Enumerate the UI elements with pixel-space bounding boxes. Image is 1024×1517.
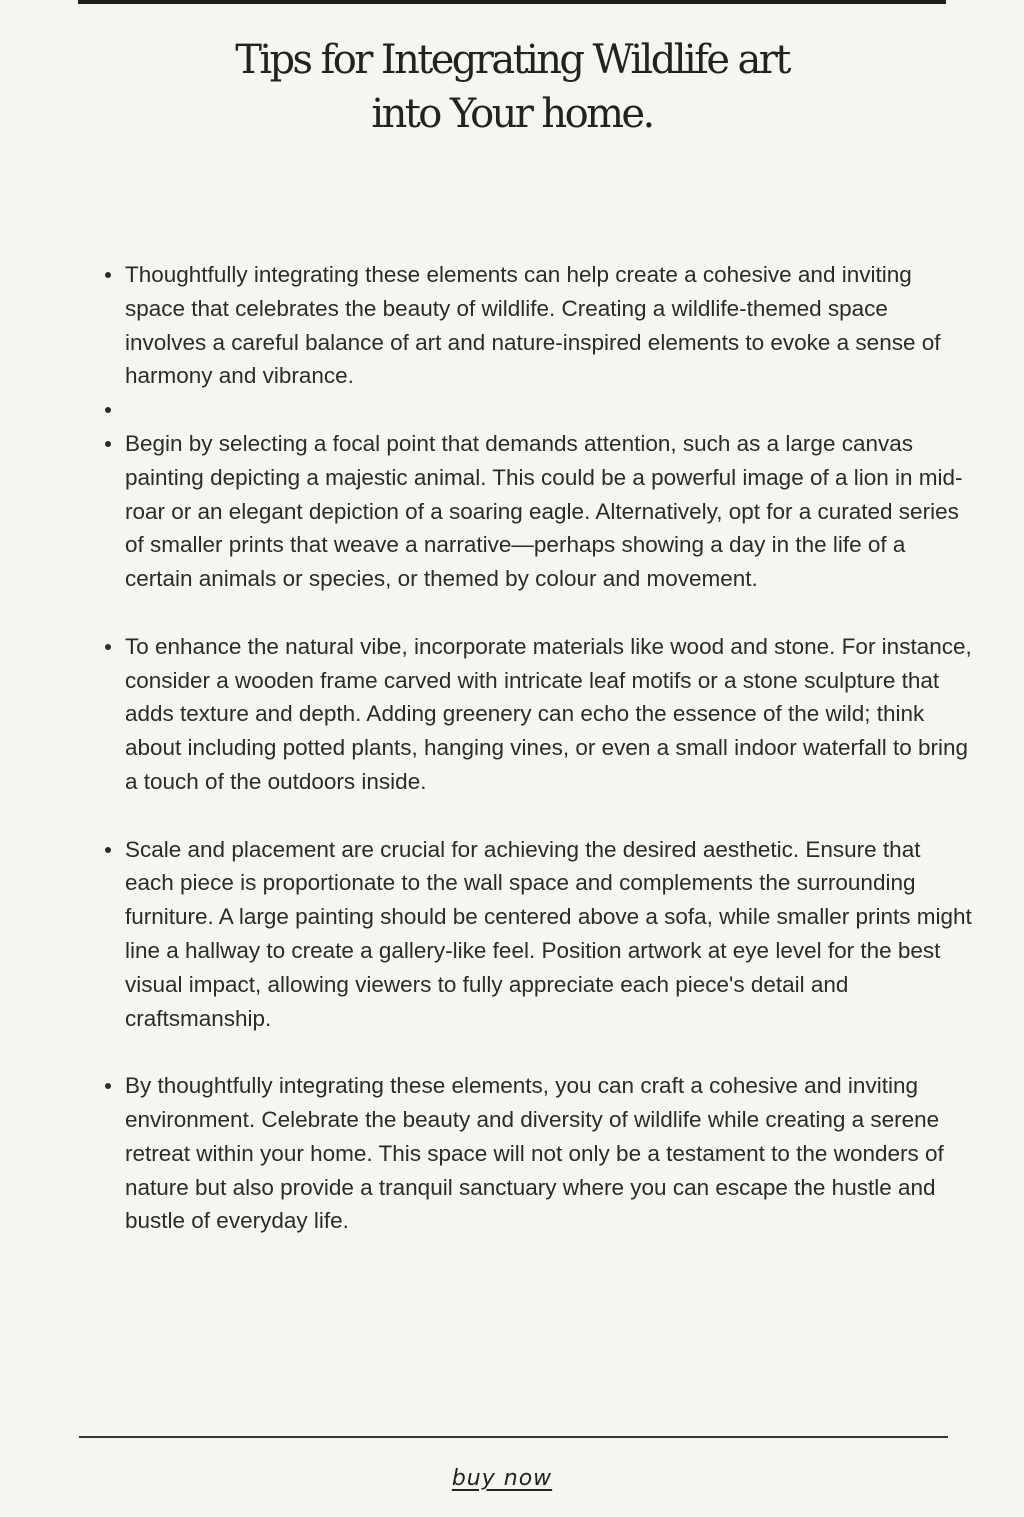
list-item: By thoughtfully integrating these elements, you can craft a cohesive and inviting environment. Celebrate the beauty and diversity of wildlife while creating a serene retreat within your home. This space will not only be a testament to the wonders of nature but also provide a tranquil sanctuary where you can escape the hustle and bustle of everyday life. (125, 1069, 975, 1238)
tips-list (125, 258, 975, 1238)
list-item: Begin by selecting a focal point that demands attention, such as a large canvas painting depicting a majestic animal. This could be a powerful image of a lion in mid-roar or an elegant depiction of a soaring eagle. Alternatively, opt for a curated series of smaller prints that weave a narrative—perhaps showing a day in the life of a certain animals or species, or themed by colour and movement. (125, 427, 975, 596)
page-title-line-1: Tips for Integrating Wildlife art (235, 37, 789, 83)
page-title (162, 33, 862, 141)
list-item-empty (125, 393, 975, 427)
list-item: Scale and placement are crucial for achieving the desired aesthetic. Ensure that each piece is proportionate to the wall space and complements the surrounding furniture. A large painting should be centered above a sofa, while smaller prints might line a hallway to create a gallery-like feel. Position artwork at eye level for the best visual impact, allowing viewers to fully appreciate each piece's detail and craftsmanship. (125, 833, 975, 1036)
top-divider (78, 0, 946, 4)
list-item: Thoughtfully integrating these elements can help create a cohesive and inviting space that celebrates the beauty of wildlife. Creating a wildlife-themed space involves a careful balance of art and nature-inspired elements to evoke a sense of harmony and vibrance. (125, 258, 975, 393)
buy-now-link[interactable]: buy now (451, 1466, 553, 1491)
list-item: To enhance the natural vibe, incorporate materials like wood and stone. For instance, consider a wooden frame carved with intricate leaf motifs or a stone sculpture that adds texture and depth. Adding greenery can echo the essence of the wild; think about including potted plants, hanging vines, or even a small indoor waterfall to bring a touch of the outdoors inside. (125, 630, 975, 799)
page-title-line-2: into Your home. (371, 91, 653, 137)
bottom-divider (79, 1436, 948, 1438)
